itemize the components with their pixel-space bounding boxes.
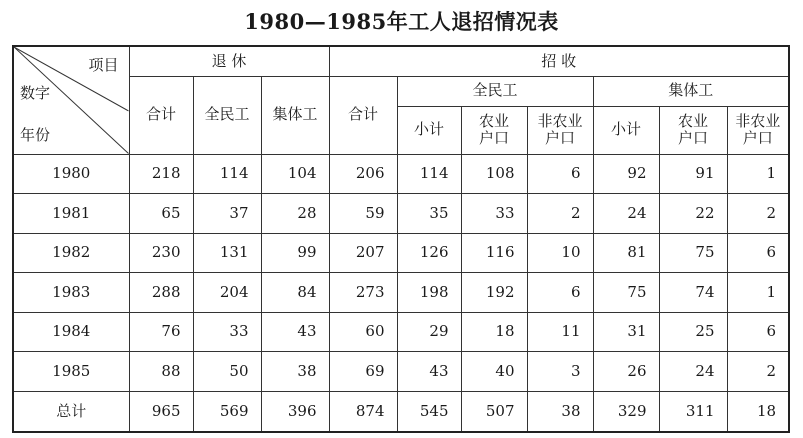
- row-year-cell: 1984: [13, 312, 129, 352]
- value-cell: 6: [727, 233, 789, 273]
- value-cell: 192: [461, 273, 527, 313]
- value-cell: 2: [727, 194, 789, 234]
- value-cell: 29: [397, 312, 461, 352]
- value-cell: 218: [129, 154, 193, 194]
- table-row: [13, 194, 789, 234]
- row-year-cell: 1981: [13, 194, 129, 234]
- value-cell: 99: [261, 233, 329, 273]
- table-row: [13, 154, 789, 194]
- value-cell: 2: [727, 352, 789, 392]
- value-cell: 88: [129, 352, 193, 392]
- retire-collective-header: 集体工: [261, 76, 329, 154]
- value-cell: 273: [329, 273, 397, 313]
- value-cell: 874: [329, 391, 397, 432]
- value-cell: 37: [193, 194, 261, 234]
- value-cell: 38: [261, 352, 329, 392]
- table-row: [13, 273, 789, 313]
- value-cell: 126: [397, 233, 461, 273]
- value-cell: 230: [129, 233, 193, 273]
- value-cell: 91: [659, 154, 727, 194]
- value-cell: 569: [193, 391, 261, 432]
- value-cell: 26: [593, 352, 659, 392]
- value-cell: 33: [461, 194, 527, 234]
- value-cell: 131: [193, 233, 261, 273]
- value-cell: 114: [397, 154, 461, 194]
- value-cell: 198: [397, 273, 461, 313]
- row-year-cell: 1985: [13, 352, 129, 392]
- table-row: [13, 352, 789, 392]
- value-cell: 33: [193, 312, 261, 352]
- value-cell: 28: [261, 194, 329, 234]
- row-year-cell: 总计: [13, 391, 129, 432]
- corner-year-label: 年份: [20, 126, 51, 144]
- retirement-recruitment-table: [12, 45, 790, 433]
- recruit-state-header: 全民工: [397, 76, 593, 106]
- value-cell: 6: [527, 154, 593, 194]
- value-cell: 288: [129, 273, 193, 313]
- value-cell: 84: [261, 273, 329, 313]
- value-cell: 18: [461, 312, 527, 352]
- value-cell: 69: [329, 352, 397, 392]
- value-cell: 329: [593, 391, 659, 432]
- value-cell: 65: [129, 194, 193, 234]
- value-cell: 22: [659, 194, 727, 234]
- recruit-total-header: 合计: [329, 76, 397, 154]
- value-cell: 1: [727, 154, 789, 194]
- recruit-collective-header: 集体工: [593, 76, 789, 106]
- retire-group-header: 退 休: [129, 46, 329, 76]
- value-cell: 38: [527, 391, 593, 432]
- value-cell: 114: [193, 154, 261, 194]
- collective-subtotal-header: 小计: [593, 106, 659, 154]
- table-row: [13, 233, 789, 273]
- value-cell: 74: [659, 273, 727, 313]
- value-cell: 92: [593, 154, 659, 194]
- value-cell: 76: [129, 312, 193, 352]
- value-cell: 43: [397, 352, 461, 392]
- value-cell: 81: [593, 233, 659, 273]
- value-cell: 1: [727, 273, 789, 313]
- recruit-group-header: 招 收: [329, 46, 789, 76]
- value-cell: 35: [397, 194, 461, 234]
- row-year-cell: 1980: [13, 154, 129, 194]
- retire-total-header: 合计: [129, 76, 193, 154]
- value-cell: 10: [527, 233, 593, 273]
- retire-state-header: 全民工: [193, 76, 261, 154]
- table-row: [13, 391, 789, 432]
- value-cell: 43: [261, 312, 329, 352]
- value-cell: 965: [129, 391, 193, 432]
- value-cell: 31: [593, 312, 659, 352]
- value-cell: 3: [527, 352, 593, 392]
- corner-item-label: 项目: [88, 56, 119, 74]
- state-agri-header: 农业 户口: [461, 106, 527, 154]
- value-cell: 116: [461, 233, 527, 273]
- row-year-cell: 1982: [13, 233, 129, 273]
- corner-number-label: 数字: [20, 84, 51, 102]
- value-cell: 11: [527, 312, 593, 352]
- row-year-cell: 1983: [13, 273, 129, 313]
- value-cell: 50: [193, 352, 261, 392]
- value-cell: 75: [593, 273, 659, 313]
- value-cell: 24: [659, 352, 727, 392]
- value-cell: 104: [261, 154, 329, 194]
- value-cell: 545: [397, 391, 461, 432]
- table-row: [13, 312, 789, 352]
- value-cell: 108: [461, 154, 527, 194]
- value-cell: 40: [461, 352, 527, 392]
- value-cell: 60: [329, 312, 397, 352]
- value-cell: 6: [727, 312, 789, 352]
- collective-nonagri-header: 非农业 户口: [727, 106, 789, 154]
- value-cell: 204: [193, 273, 261, 313]
- corner-header: [13, 46, 129, 154]
- table-body: [13, 154, 789, 432]
- value-cell: 24: [593, 194, 659, 234]
- value-cell: 207: [329, 233, 397, 273]
- value-cell: 59: [329, 194, 397, 234]
- value-cell: 2: [527, 194, 593, 234]
- value-cell: 75: [659, 233, 727, 273]
- value-cell: 25: [659, 312, 727, 352]
- value-cell: 311: [659, 391, 727, 432]
- state-nonagri-header: 非农业 户口: [527, 106, 593, 154]
- value-cell: 396: [261, 391, 329, 432]
- value-cell: 206: [329, 154, 397, 194]
- state-subtotal-header: 小计: [397, 106, 461, 154]
- value-cell: 18: [727, 391, 789, 432]
- table-title: 1980—1985年工人退招情况表: [244, 9, 559, 34]
- value-cell: 507: [461, 391, 527, 432]
- value-cell: 6: [527, 273, 593, 313]
- collective-agri-header: 农业 户口: [659, 106, 727, 154]
